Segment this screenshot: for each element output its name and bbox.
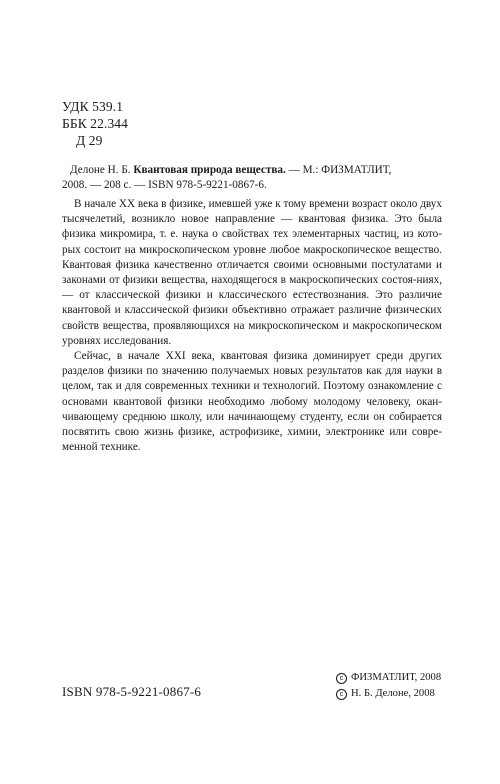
annotation-line: двух тысячелетий, возникло новое направление — квантовая физика. Это была (62, 198, 442, 226)
annotation-line: с основами квантовой физики необходимо любому молодому человеку, окан- (62, 380, 442, 408)
copyright-notices (336, 670, 441, 702)
annotation-line: чивающему среднюю школу, или начинающему студенту, если он собирается (62, 410, 442, 423)
copyright-icon: c (336, 673, 347, 684)
annotation-line: Квантовая физика качественно отличается своими основными постулатами (62, 258, 432, 271)
annotation-line: менной технике. (62, 441, 141, 454)
copyright-publisher: ФИЗМАТЛИТ, 2008 (351, 672, 442, 683)
annotation-line: физика микромира, т. е. наука о свойствах тех элементарных частиц, из кото- (62, 228, 442, 241)
annotation-paragraph-1 (62, 197, 442, 349)
biblio-line-1 (62, 163, 442, 178)
classification-codes (62, 98, 128, 149)
biblio-details-2: 2008. — 208 с. — ISBN 978-5-9221-0867-6. (62, 179, 267, 191)
udk-code: УДК 539.1 (62, 99, 124, 114)
annotation-paragraph-2 (62, 349, 442, 455)
copyright-author-row (336, 686, 441, 702)
copyright-author: Н. Б. Делоне, 2008 (351, 688, 435, 699)
copyright-icon: c (336, 689, 347, 700)
annotation-line: в целом, так и для современных техники и технологий. Поэтому ознакомление (62, 365, 443, 393)
annotation-line: Сейчас, в начале XXI века, квантовая физика доминирует среди других (74, 350, 442, 363)
annotation-line: квантовой и классической физики объективно отражает различие физических (62, 304, 442, 317)
biblio-title: Квантовая природа вещества. (133, 164, 286, 176)
annotation-line: рых состоит на микроскопическом уровне любое макроскопическое вещество. (62, 243, 442, 256)
annotation-line: посвятить свою жизнь физике, астрофизике, химии, электронике или совре- (62, 426, 442, 439)
annotation-line: ниях, — от классической физики и классического естествознания. Это различие (62, 274, 442, 302)
annotation (62, 197, 442, 455)
annotation-line: и законами от физики вещества, находящегося в макроскопических состоя- (62, 258, 442, 287)
author-mark: Д 29 (76, 133, 103, 148)
copyright-publisher-row (336, 670, 441, 686)
biblio-author: Делоне Н. Б. (70, 164, 131, 176)
biblio-details-1: — М.: ФИЗМАТЛИТ, (285, 164, 392, 176)
bibliographic-record (62, 163, 442, 193)
annotation-line: свойств вещества, проявляющихся на микроскопическом и макроскопическом (62, 319, 442, 332)
bbk-code: ББК 22.344 (62, 116, 129, 131)
annotation-line: разделов физики по значению получаемых новых результатов как для науки (62, 365, 434, 378)
annotation-line: В начале XX века в физике, имевшей уже к тому времени возраст около (74, 198, 418, 210)
isbn-number: ISBN 978-5-9221-0867-6 (62, 684, 202, 699)
annotation-line: уровнях исследования. (62, 334, 172, 347)
